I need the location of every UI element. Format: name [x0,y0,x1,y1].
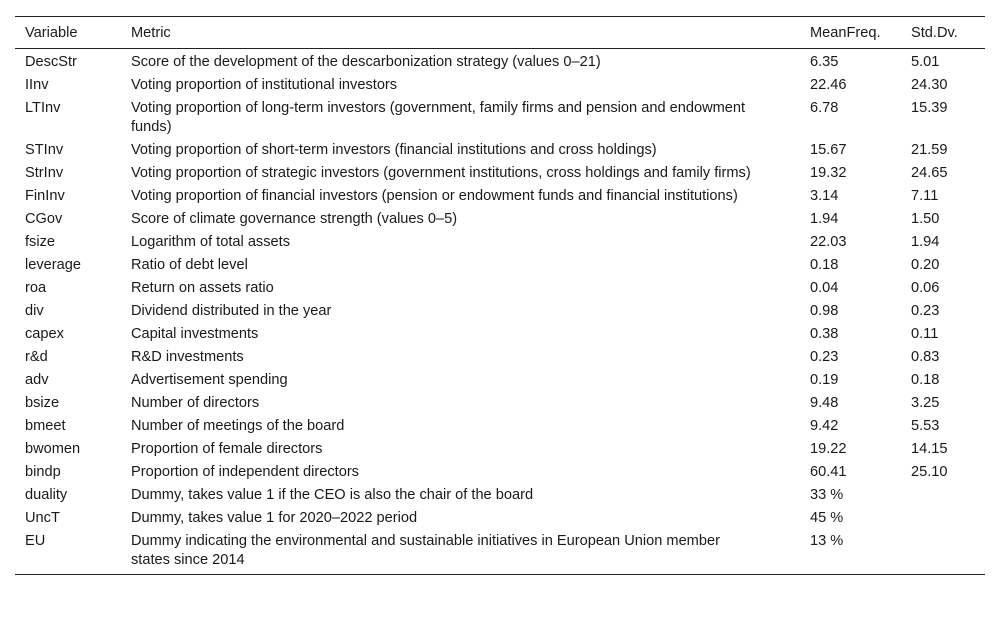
cell-mean: 1.94 [810,211,839,227]
table-row [15,162,985,185]
table-row [15,323,985,346]
table-row [15,438,985,461]
cell-variable: r&d [25,349,48,365]
cell-metric: Capital investments [131,326,259,342]
cell-variable: bmeet [25,418,66,434]
variables-table [15,16,985,575]
cell-std: 25.10 [911,464,948,480]
cell-variable: DescStr [25,54,77,70]
cell-std: 3.25 [911,395,940,411]
cell-mean: 9.42 [810,418,839,434]
cell-metric: Dummy, takes value 1 if the CEO is also the chair of the board [131,487,534,503]
cell-metric: Logarithm of total assets [131,234,290,250]
table-row [15,415,985,438]
cell-variable: STInv [25,142,64,158]
cell-metric: Proportion of independent directors [131,464,359,480]
cell-std: 21.59 [911,142,948,158]
cell-std: 0.20 [911,257,940,273]
cell-variable: IInv [25,77,49,93]
table-row [15,254,985,277]
table-row [15,74,985,97]
cell-mean: 33 % [810,487,844,503]
cell-std: 24.65 [911,165,948,181]
cell-variable: leverage [25,257,81,273]
cell-variable: UncT [25,510,60,526]
cell-mean: 19.32 [810,165,847,181]
table-row [15,139,985,162]
cell-mean: 15.67 [810,142,847,158]
cell-variable: adv [25,372,49,388]
table-row [15,461,985,484]
table-row [15,97,985,139]
table-row [15,277,985,300]
cell-mean: 0.98 [810,303,839,319]
cell-metric: Voting proportion of financial investors (pension or endowment funds and financial institutions) [131,188,738,204]
variables-table-container [15,16,985,575]
cell-mean: 9.48 [810,395,839,411]
cell-metric: Voting proportion of long-term investors (government, family firms and pension and endowment funds) [131,100,746,135]
table-row [15,300,985,323]
table-row [15,346,985,369]
cell-mean: 0.19 [810,372,839,388]
cell-metric: Ratio of debt level [131,257,248,273]
cell-metric: Return on assets ratio [131,280,274,296]
table-row [15,208,985,231]
header-mean: MeanFreq. [810,24,881,41]
cell-metric: Dividend distributed in the year [131,303,332,319]
cell-std: 0.83 [911,349,940,365]
cell-mean: 45 % [810,510,844,526]
table-header [15,17,985,49]
header-std: Std.Dv. [911,24,958,41]
table-row [15,231,985,254]
cell-std: 7.11 [911,188,939,204]
cell-metric: Voting proportion of institutional investors [131,77,398,93]
cell-metric: Number of directors [131,395,260,411]
cell-mean: 6.78 [810,100,839,116]
cell-std: 5.53 [911,418,940,434]
cell-variable: capex [25,326,64,342]
cell-mean: 0.04 [810,280,839,296]
cell-variable: FinInv [25,188,65,204]
cell-variable: bsize [25,395,60,411]
cell-variable: div [25,303,44,319]
cell-metric: Voting proportion of short-term investors (financial institutions and cross holdings) [131,142,657,158]
cell-mean: 0.18 [810,257,839,273]
cell-metric: Voting proportion of strategic investors (government institutions, cross holdings and family firms) [131,165,751,181]
cell-metric: Dummy indicating the environmental and sustainable initiatives in European Union member states since 2014 [131,533,720,568]
cell-mean: 6.35 [810,54,839,70]
cell-std: 14.15 [911,441,948,457]
cell-std [901,484,985,507]
cell-std: 0.06 [911,280,940,296]
header-metric: Metric [131,24,171,41]
cell-std [901,530,985,575]
cell-metric: Proportion of female directors [131,441,323,457]
cell-variable: roa [25,280,47,296]
cell-metric: R&D investments [131,349,244,365]
cell-variable: StrInv [25,165,64,181]
cell-mean: 22.03 [810,234,847,250]
cell-std: 24.30 [911,77,948,93]
cell-std: 0.11 [911,326,939,342]
table-row [15,507,985,530]
cell-metric: Number of meetings of the board [131,418,345,434]
cell-mean: 3.14 [810,188,839,204]
cell-metric: Advertisement spending [131,372,288,388]
cell-variable: EU [25,533,46,549]
cell-std: 15.39 [911,100,948,116]
table-row [15,185,985,208]
cell-mean: 0.23 [810,349,839,365]
cell-mean: 60.41 [810,464,847,480]
cell-metric: Score of climate governance strength (values 0–5) [131,211,458,227]
table-row [15,49,985,75]
table-row [15,392,985,415]
cell-std [901,507,985,530]
cell-mean: 22.46 [810,77,847,93]
cell-std: 1.94 [911,234,940,250]
cell-std: 0.23 [911,303,940,319]
cell-variable: bindp [25,464,61,480]
table-body [15,49,985,575]
cell-mean: 13 % [810,533,844,549]
table-row [15,484,985,507]
cell-variable: CGov [25,211,63,227]
cell-variable: bwomen [25,441,81,457]
cell-variable: duality [25,487,68,503]
cell-mean: 19.22 [810,441,847,457]
cell-std: 0.18 [911,372,940,388]
header-variable: Variable [25,24,78,41]
table-row [15,369,985,392]
cell-std: 1.50 [911,211,940,227]
cell-variable: LTInv [25,100,61,116]
cell-metric: Score of the development of the descarbonization strategy (values 0–21) [131,54,601,70]
header-row [15,17,985,49]
cell-std: 5.01 [911,54,940,70]
cell-metric: Dummy, takes value 1 for 2020–2022 period [131,510,418,526]
table-row [15,530,985,575]
cell-variable: fsize [25,234,56,250]
cell-mean: 0.38 [810,326,839,342]
